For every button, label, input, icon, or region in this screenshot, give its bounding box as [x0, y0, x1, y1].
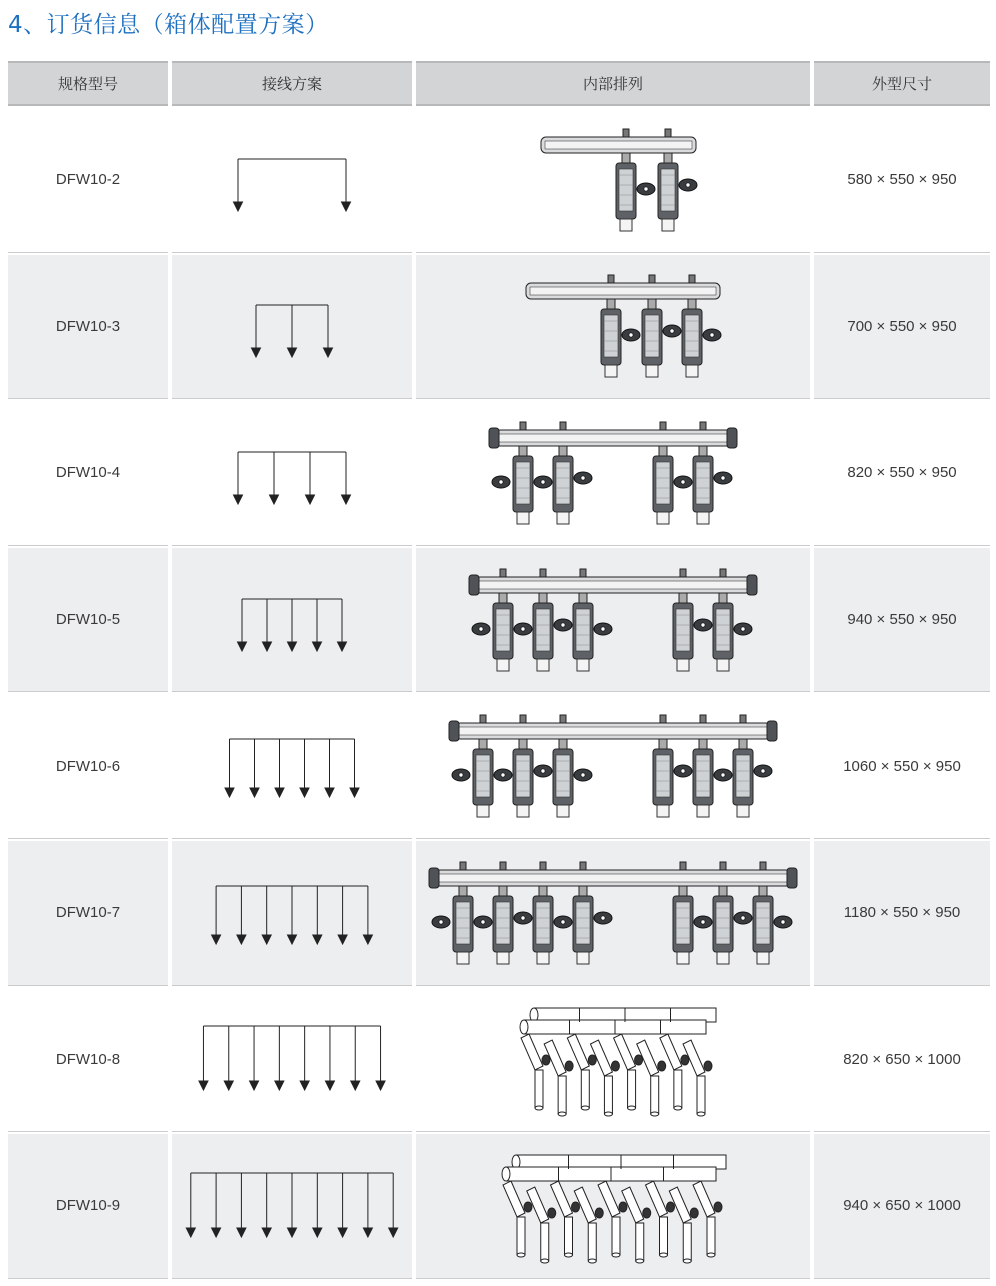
outlet-arrow-icon: [288, 348, 297, 357]
outlet-arrow-icon: [186, 1228, 195, 1237]
internal-arrangement-drawing: [416, 400, 810, 546]
wiring-diagram: [172, 400, 412, 546]
wiring-scheme-cell: [172, 548, 412, 693]
model-cell: [8, 548, 168, 693]
internal-arrangement-drawing: [416, 253, 810, 399]
wiring-diagram: [172, 1133, 412, 1279]
model-cell: [8, 988, 168, 1133]
outlet-arrow-icon: [389, 1228, 398, 1237]
outlet-arrow-icon: [350, 788, 359, 797]
outlet-arrow-icon: [262, 935, 271, 944]
internal-arrangement-cell: [416, 401, 810, 546]
outlet-arrow-icon: [313, 642, 322, 651]
dimensions-value: 700 × 550 × 950: [847, 317, 957, 335]
internal-arrangement-cell: [416, 548, 810, 693]
outlet-arrow-icon: [313, 935, 322, 944]
outlet-arrow-icon: [342, 202, 351, 211]
header-dimensions: 外型尺寸: [814, 61, 990, 106]
outlet-arrow-icon: [288, 642, 297, 651]
dimensions-cell: [814, 255, 990, 400]
model-cell: [8, 401, 168, 546]
wiring-scheme-cell: [172, 841, 412, 986]
dimensions-cell: [814, 548, 990, 693]
dimensions-value: 1060 × 550 × 950: [843, 757, 961, 775]
internal-arrangement-cell: [416, 694, 810, 839]
wiring-diagram: [172, 253, 412, 399]
outlet-arrow-icon: [237, 1228, 246, 1237]
internal-arrangement-cell: [416, 988, 810, 1133]
outlet-arrow-icon: [351, 1081, 360, 1090]
outlet-arrow-icon: [313, 1228, 322, 1237]
model-code: DFW10-4: [55, 464, 121, 482]
outlet-arrow-icon: [325, 1081, 334, 1090]
outlet-arrow-icon: [212, 935, 221, 944]
model-cell: [8, 694, 168, 839]
internal-arrangement-drawing: [416, 107, 810, 253]
outlet-arrow-icon: [250, 1081, 259, 1090]
wiring-diagram: [172, 986, 412, 1132]
dimensions-cell: [814, 841, 990, 986]
model-code: DFW10-9: [55, 1197, 121, 1215]
wiring-scheme-cell: [172, 108, 412, 253]
model-code: DFW10-2: [55, 171, 121, 189]
model-cell: [8, 108, 168, 253]
outlet-arrow-icon: [363, 1228, 372, 1237]
header-internal-arrangement: 内部排列: [416, 61, 810, 106]
dimensions-value: 940 × 650 × 1000: [843, 1197, 961, 1215]
wiring-scheme-cell: [172, 255, 412, 400]
outlet-arrow-icon: [338, 642, 347, 651]
outlet-arrow-icon: [263, 642, 272, 651]
outlet-arrow-icon: [300, 1081, 309, 1090]
wiring-diagram: [172, 547, 412, 693]
outlet-arrow-icon: [237, 935, 246, 944]
outlet-arrow-icon: [234, 495, 243, 504]
header-wiring-scheme: 接线方案: [172, 61, 412, 106]
outlet-arrow-icon: [275, 788, 284, 797]
outlet-arrow-icon: [250, 788, 259, 797]
outlet-arrow-icon: [262, 1228, 271, 1237]
model-code: DFW10-6: [55, 757, 121, 775]
outlet-arrow-icon: [300, 788, 309, 797]
outlet-arrow-icon: [376, 1081, 385, 1090]
outlet-arrow-icon: [338, 1228, 347, 1237]
outlet-arrow-icon: [342, 495, 351, 504]
wiring-diagram: [172, 107, 412, 253]
dimensions-cell: [814, 988, 990, 1133]
outlet-arrow-icon: [212, 1228, 221, 1237]
outlet-arrow-icon: [225, 788, 234, 797]
internal-arrangement-drawing: [416, 693, 810, 839]
model-code: DFW10-3: [55, 317, 121, 335]
outlet-arrow-icon: [325, 788, 334, 797]
wiring-scheme-cell: [172, 988, 412, 1133]
model-cell: [8, 255, 168, 400]
dimensions-cell: [814, 1134, 990, 1279]
wiring-scheme-cell: [172, 401, 412, 546]
outlet-arrow-icon: [324, 348, 333, 357]
dimensions-cell: [814, 694, 990, 839]
outlet-arrow-icon: [363, 935, 372, 944]
outlet-arrow-icon: [288, 935, 297, 944]
model-cell: [8, 1134, 168, 1279]
model-code: DFW10-5: [55, 611, 121, 629]
dimensions-cell: [814, 108, 990, 253]
wiring-scheme-cell: [172, 1134, 412, 1279]
outlet-arrow-icon: [252, 348, 261, 357]
model-code: DFW10-8: [55, 1050, 121, 1068]
header-model: 规格型号: [8, 61, 168, 106]
internal-arrangement-cell: [416, 255, 810, 400]
dimensions-cell: [814, 401, 990, 546]
outlet-arrow-icon: [199, 1081, 208, 1090]
internal-arrangement-drawing: [416, 986, 810, 1132]
dimensions-value: 820 × 550 × 950: [847, 464, 957, 482]
wiring-scheme-cell: [172, 694, 412, 839]
wiring-diagram: [172, 693, 412, 839]
internal-arrangement-drawing: [416, 840, 810, 986]
outlet-arrow-icon: [224, 1081, 233, 1090]
outlet-arrow-icon: [306, 495, 315, 504]
outlet-arrow-icon: [338, 935, 347, 944]
internal-arrangement-cell: [416, 841, 810, 986]
outlet-arrow-icon: [270, 495, 279, 504]
page-title: 4、订货信息（箱体配置方案）: [8, 12, 329, 38]
internal-arrangement-drawing: [416, 1133, 810, 1279]
wiring-diagram: [172, 840, 412, 986]
dimensions-value: 820 × 650 × 1000: [843, 1050, 961, 1068]
outlet-arrow-icon: [288, 1228, 297, 1237]
dimensions-value: 580 × 550 × 950: [847, 171, 957, 189]
model-cell: [8, 841, 168, 986]
model-code: DFW10-7: [55, 904, 121, 922]
internal-arrangement-drawing: [416, 547, 810, 693]
internal-arrangement-cell: [416, 1134, 810, 1279]
internal-arrangement-cell: [416, 108, 810, 253]
dimensions-value: 1180 × 550 × 950: [843, 904, 961, 922]
outlet-arrow-icon: [238, 642, 247, 651]
outlet-arrow-icon: [234, 202, 243, 211]
outlet-arrow-icon: [275, 1081, 284, 1090]
dimensions-value: 940 × 550 × 950: [847, 611, 957, 629]
